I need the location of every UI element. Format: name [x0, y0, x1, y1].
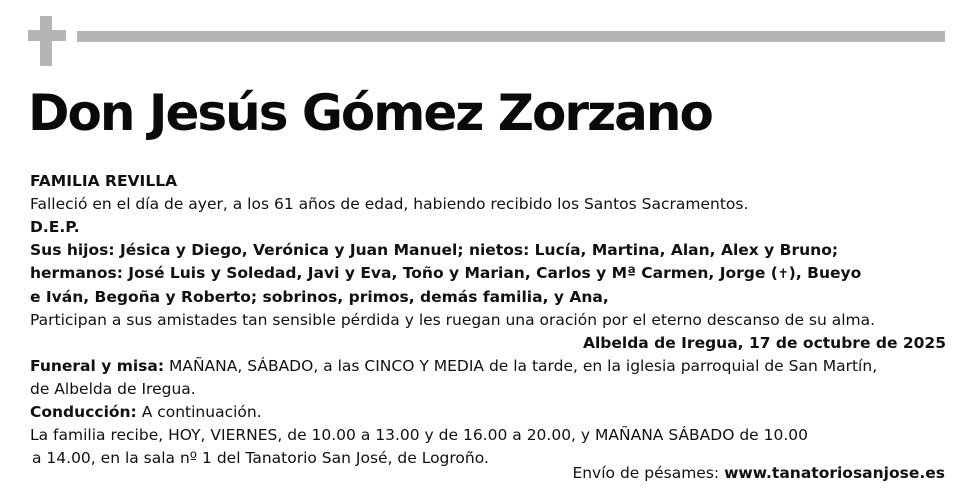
visit-line-1: La familia recibe, HOY, VIERNES, de 10.00 a 13.00 y de 16.00 a 20.00, y MAÑANA SÁBADO de 10.00: [30, 426, 809, 444]
footer-label: Envío de pésames:: [572, 464, 725, 482]
website-link[interactable]: www.tanatoriosanjose.es: [724, 464, 945, 482]
conduction-line: Conducción: A continuación.: [30, 403, 262, 421]
family-name: FAMILIA REVILLA: [30, 172, 178, 190]
death-notice: Falleció en el día de ayer, a los 61 años de edad, habiendo recibido los Santos Sacramentos.: [30, 195, 749, 213]
funeral-line-1: Funeral y misa: MAÑANA, SÁBADO, a las CINCO Y MEDIA de la tarde, en la iglesia parroquial de San Martín,: [30, 357, 878, 375]
rest-in-peace: D.E.P.: [30, 218, 80, 236]
visit-line-2: a 14.00, en la sala nº 1 del Tanatorio San José, de Logroño.: [32, 449, 489, 467]
obituary-body: [30, 170, 946, 470]
place-date: Albelda de Iregua, 17 de octubre de 2025: [582, 334, 946, 352]
announcement: Participan a sus amistades tan sensible pérdida y les ruegan una oración por el eterno descanso de su alma.: [30, 311, 876, 329]
relatives-line-1: Sus hijos: Jésica y Diego, Verónica y Juan Manuel; nietos: Lucía, Martina, Alan, Alex y Bruno;: [30, 241, 839, 259]
relatives-line-3: e Iván, Begoña y Roberto; sobrinos, primos, demás familia, y Ana,: [30, 288, 609, 306]
small-cross-icon: ✝: [777, 267, 789, 282]
deceased-name: Don Jesús Gómez Zorzano: [28, 84, 712, 142]
funeral-label: Funeral y misa:: [30, 357, 165, 375]
relatives-line-2: hermanos: José Luis y Soledad, Javi y Eva, Toño y Marian, Carlos y Mª Carmen, Jorge (✝), Bueyo: [30, 262, 946, 286]
condolences-footer: [572, 464, 945, 482]
cross-icon: [28, 16, 68, 66]
funeral-line-2: de Albelda de Iregua.: [30, 380, 196, 398]
header-rule: [77, 31, 945, 42]
conduction-label: Conducción:: [30, 403, 137, 421]
